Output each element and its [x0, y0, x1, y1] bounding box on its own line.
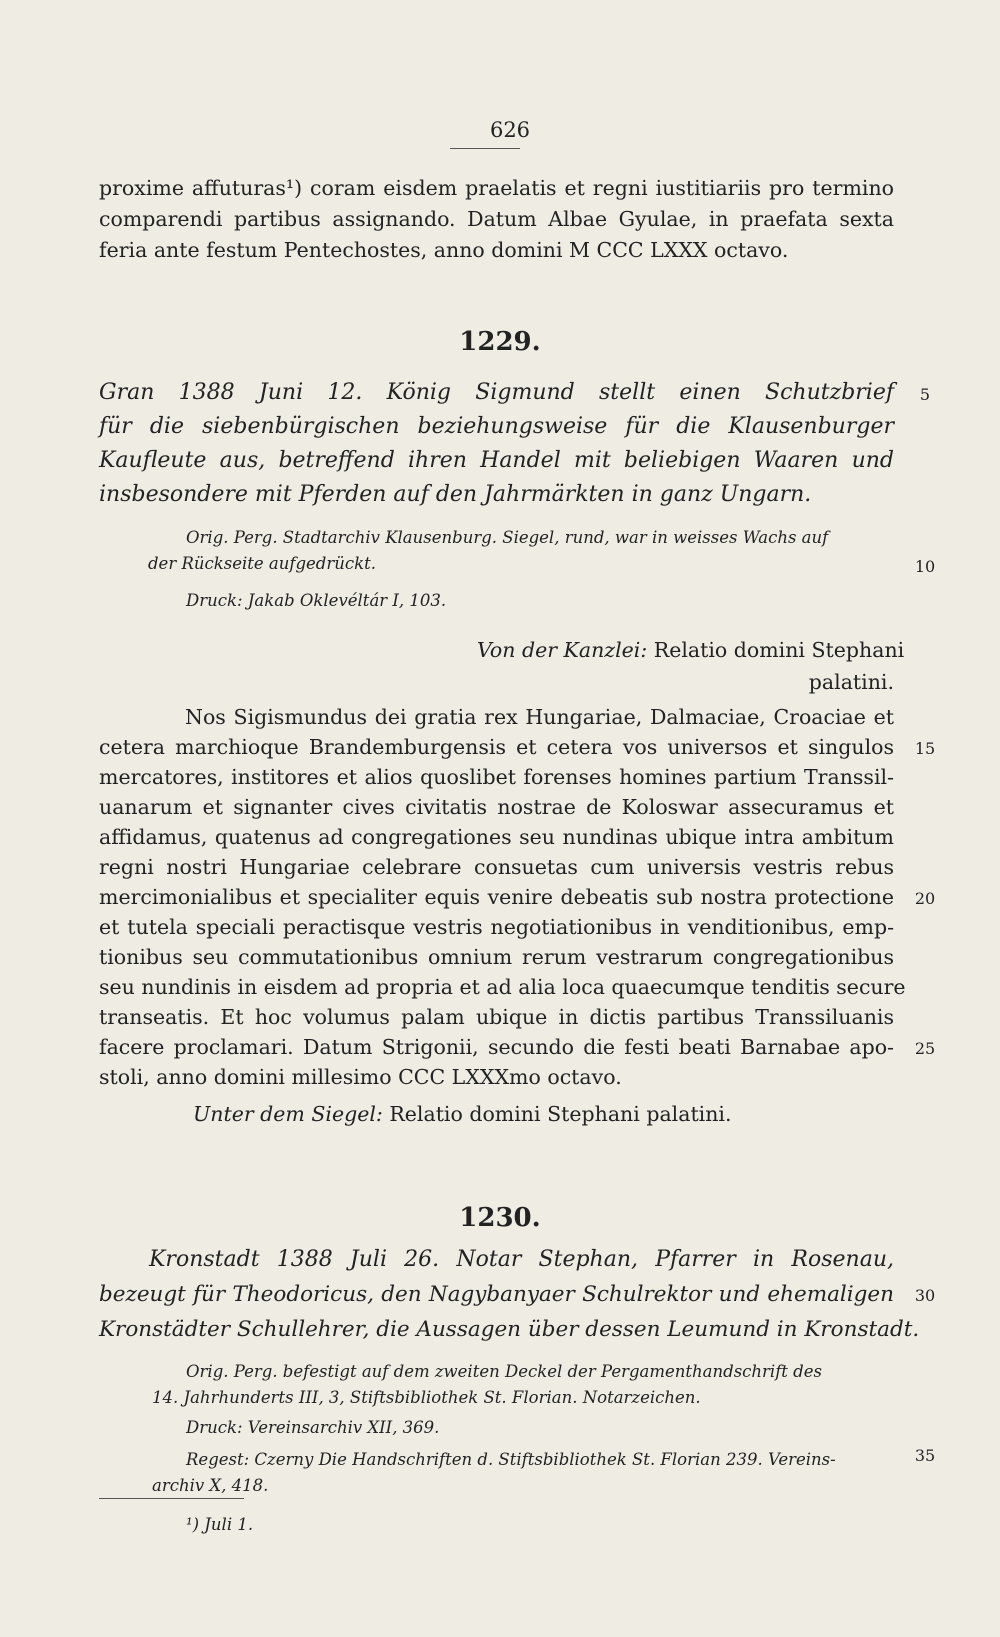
- intro-line: proxime affuturas¹) coram eisdem praelatis et regni iustitiariis pro termino: [99, 176, 894, 200]
- margin-line-number: 15: [914, 739, 936, 758]
- seal-text: Relatio domini Stephani palatini.: [382, 1102, 732, 1126]
- body-line: transeatis. Et hoc volumus palam ubique in dictis partibus Transsiluanis: [99, 1005, 894, 1029]
- source-note: der Rückseite aufgedrückt.: [148, 554, 376, 573]
- seal-note: [193, 1102, 893, 1126]
- document-number-1229: 1229.: [459, 327, 541, 357]
- regest-line: für die siebenbürgischen beziehungsweise für die Klausenburger: [99, 414, 894, 439]
- seal-label: Unter dem Siegel:: [193, 1102, 383, 1126]
- regest-line: insbesondere mit Pferden auf den Jahrmärkten in ganz Ungarn.: [99, 482, 812, 507]
- footnote-rule: [99, 1498, 244, 1499]
- body-line: tionibus seu commutationibus omnium rerum vestrarum congregationibus: [99, 945, 894, 969]
- page-number: 626: [489, 118, 531, 142]
- body-line: cetera marchioque Brandemburgensis et cetera vos universos et singulos: [99, 735, 894, 759]
- document-number-1230: 1230.: [459, 1203, 541, 1233]
- footnote: ¹) Juli 1.: [186, 1515, 254, 1534]
- margin-line-number: 35: [914, 1446, 936, 1465]
- body-line: stoli, anno domini millesimo CCC LXXXmo octavo.: [99, 1065, 622, 1089]
- regest-note: archiv X, 418.: [152, 1476, 269, 1495]
- regest-line: Kronstädter Schullehrer, die Aussagen über dessen Leumund in Kronstadt.: [99, 1317, 920, 1342]
- chancery-label: Von der Kanzlei:: [477, 638, 648, 662]
- body-line: et tutela speciali peractisque vestris negotiationibus in venditionibus, emp-: [99, 915, 894, 939]
- print-note: Druck: Jakab Oklevéltár I, 103.: [186, 591, 447, 610]
- body-line: seu nundinis in eisdem ad propria et ad alia loca quaecumque tenditis secure: [99, 975, 906, 999]
- body-line: mercatores, institores et alios quoslibet forenses homines partium Transsil-: [99, 765, 894, 789]
- body-line: uanarum et signanter cives civitatis nostrae de Koloswar assecuramus et: [99, 795, 894, 819]
- body-line: facere proclamari. Datum Strigonii, secundo die festi beati Barnabae apo-: [99, 1035, 894, 1059]
- chancery-end: palatini.: [808, 670, 894, 694]
- regest-line: Kaufleute aus, betreffend ihren Handel mit beliebigen Waaren und: [99, 448, 894, 473]
- regest-line: bezeugt für Theodoricus, den Nagybanyaer Schulrektor und ehemaligen: [99, 1282, 894, 1307]
- margin-line-number: 10: [914, 557, 936, 576]
- source-note: 14. Jahrhunderts III, 3, Stiftsbibliothek St. Florian. Notarzeichen.: [152, 1388, 701, 1407]
- margin-line-number: 20: [914, 889, 936, 908]
- margin-line-number: 30: [914, 1286, 936, 1305]
- source-note: Orig. Perg. Stadtarchiv Klausenburg. Siegel, rund, war in weisses Wachs auf: [186, 528, 829, 547]
- chancery-text: Relatio domini Stephani: [647, 638, 905, 662]
- source-note: Orig. Perg. befestigt auf dem zweiten Deckel der Pergamenthandschrift des: [186, 1362, 822, 1381]
- print-note: Druck: Vereinsarchiv XII, 369.: [186, 1418, 440, 1437]
- intro-line: feria ante festum Pentechostes, anno domini M CCC LXXX octavo.: [99, 238, 789, 262]
- regest-note: Regest: Czerny Die Handschriften d. Stiftsbibliothek St. Florian 239. Vereins-: [186, 1450, 836, 1469]
- regest-line: Gran 1388 Juni 12. König Sigmund stellt einen Schutzbrief: [99, 380, 894, 405]
- margin-line-number: 5: [919, 385, 931, 404]
- page-number-rule: [450, 148, 520, 149]
- body-line: Nos Sigismundus dei gratia rex Hungariae, Dalmaciae, Croaciae et: [185, 705, 894, 729]
- margin-line-number: 25: [914, 1039, 936, 1058]
- chancery-note: [477, 638, 905, 662]
- regest-line: Kronstadt 1388 Juli 26. Notar Stephan, Pfarrer in Rosenau,: [149, 1247, 894, 1272]
- body-line: mercimonialibus et specialiter equis venire debeatis sub nostra protectione: [99, 885, 894, 909]
- intro-line: comparendi partibus assignando. Datum Albae Gyulae, in praefata sexta: [99, 207, 894, 231]
- body-line: affidamus, quatenus ad congregationes seu nundinas ubique intra ambitum: [99, 825, 894, 849]
- body-line: regni nostri Hungariae celebrare consuetas cum universis vestris rebus: [99, 855, 894, 879]
